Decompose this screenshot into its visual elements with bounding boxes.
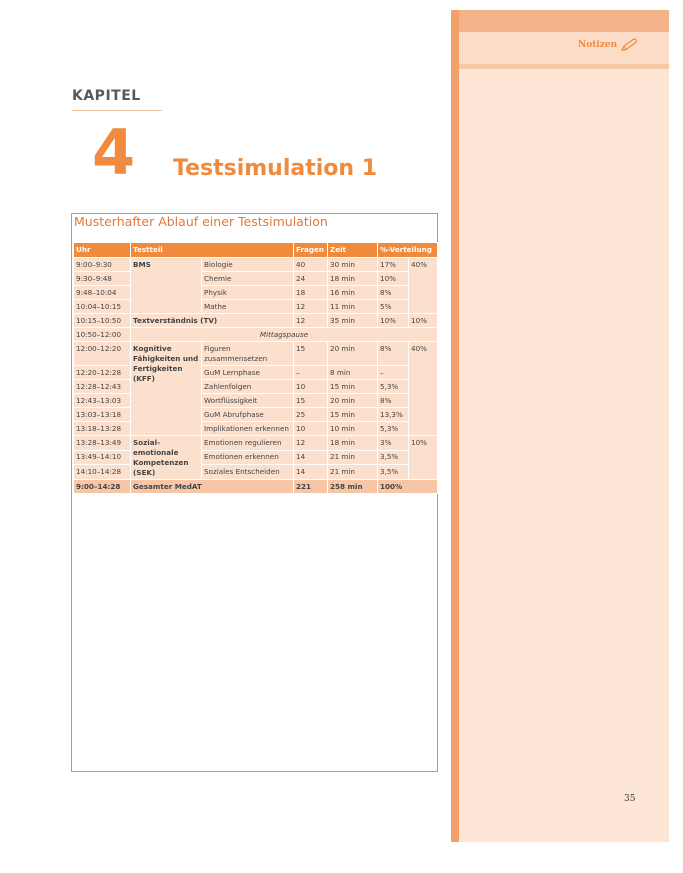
cell-percent: 3,5% (378, 450, 409, 465)
table-row (74, 342, 438, 366)
header-testteil: Testteil (131, 243, 294, 258)
cell-fragen: 40 (294, 258, 328, 272)
cell-zeit: 21 min (328, 450, 378, 465)
cell-uhr: 12:20–12:28 (74, 366, 131, 380)
cell-group-percent: 40% (409, 342, 438, 436)
cell-percent: 10% (378, 272, 409, 286)
cell-fragen: 14 (294, 450, 328, 465)
cell-percent: 3% (378, 436, 409, 451)
table-total-row (74, 480, 438, 494)
table-row (74, 258, 438, 272)
cell-group-percent: 10% (409, 314, 438, 328)
cell-fragen: 10 (294, 422, 328, 436)
cell-zeit: 21 min (328, 465, 378, 480)
cell-percent: 5,3% (378, 422, 409, 436)
cell-subtest: Mathe (202, 300, 294, 314)
cell-subtest: Biologie (202, 258, 294, 272)
header-uhr: Uhr (74, 243, 131, 258)
cell-fragen: 221 (294, 480, 328, 494)
cell-uhr: 13:28–13:49 (74, 436, 131, 451)
cell-zeit: 20 min (328, 342, 378, 366)
cell-testteil: Textverständnis (TV) (131, 314, 294, 328)
table-row (74, 272, 438, 286)
schedule-box (71, 213, 438, 772)
cell-uhr: 10:04–10:15 (74, 300, 131, 314)
cell-zeit: 18 min (328, 272, 378, 286)
chapter-title: Testsimulation 1 (173, 156, 378, 181)
cell-uhr: 9:00–14:28 (74, 480, 131, 494)
table-row (74, 450, 438, 465)
cell-subtest: Implikationen erkennen (202, 422, 294, 436)
cell-uhr: 13:18–13:28 (74, 422, 131, 436)
cell-zeit: 18 min (328, 436, 378, 451)
cell-uhr: 12:28–12:43 (74, 380, 131, 394)
cell-zeit: 11 min (328, 300, 378, 314)
cell-zeit: 8 min (328, 366, 378, 380)
table-row (74, 328, 438, 342)
cell-zeit: 15 min (328, 380, 378, 394)
table-row (74, 366, 438, 380)
cell-testteil: BMS (131, 258, 202, 314)
cell-subtest: Chemie (202, 272, 294, 286)
chapter-number: 4 (92, 116, 136, 189)
cell-fragen: 15 (294, 342, 328, 366)
cell-group-percent: 40% (409, 258, 438, 314)
table-row (74, 380, 438, 394)
cell-zeit: 20 min (328, 394, 378, 408)
cell-percent: 3,5% (378, 465, 409, 480)
table-row (74, 408, 438, 422)
table-header-row (74, 243, 438, 258)
cell-percent: 13,3% (378, 408, 409, 422)
notes-separator (459, 64, 669, 69)
header-zeit: Zeit (328, 243, 378, 258)
header-verteilung: %-Verteilung (378, 243, 438, 258)
cell-percent: 10% (378, 314, 409, 328)
cell-testteil: Kognitive Fähigkeiten und Fertigkeiten (KFF) (131, 342, 202, 436)
cell-zeit: 30 min (328, 258, 378, 272)
cell-percent: 17% (378, 258, 409, 272)
cell-uhr: 13:49–14:10 (74, 450, 131, 465)
cell-total-label: Gesamter MedAT (131, 480, 294, 494)
cell-subtest: GuM Lernphase (202, 366, 294, 380)
table-row (74, 300, 438, 314)
cell-testteil: Sozial-emotionale Kompetenzen (SEK) (131, 436, 202, 480)
cell-fragen: 14 (294, 465, 328, 480)
cell-uhr: 12:00–12:20 (74, 342, 131, 366)
notes-edge (451, 10, 459, 842)
schedule-box-title: Musterhafter Ablauf einer Testsimulation (74, 214, 328, 229)
cell-zeit: 10 min (328, 422, 378, 436)
cell-subtest: Soziales Entscheiden (202, 465, 294, 480)
cell-zeit: 258 min (328, 480, 378, 494)
cell-fragen: 12 (294, 314, 328, 328)
cell-fragen: 15 (294, 394, 328, 408)
cell-uhr: 14:10–14:28 (74, 465, 131, 480)
cell-percent: 8% (378, 342, 409, 366)
cell-uhr: 10:15–10:50 (74, 314, 131, 328)
cell-uhr: 9:00–9:30 (74, 258, 131, 272)
cell-fragen: 18 (294, 286, 328, 300)
cell-fragen: 12 (294, 300, 328, 314)
pencil-icon (620, 38, 638, 52)
cell-subtest: Zahlenfolgen (202, 380, 294, 394)
cell-percent: 8% (378, 286, 409, 300)
cell-uhr: 9:48–10:04 (74, 286, 131, 300)
notes-label: Notizen (578, 40, 618, 50)
cell-zeit: 16 min (328, 286, 378, 300)
table-row (74, 286, 438, 300)
cell-fragen: – (294, 366, 328, 380)
cell-percent: 5,3% (378, 380, 409, 394)
cell-percent: – (378, 366, 409, 380)
cell-zeit: 35 min (328, 314, 378, 328)
cell-uhr: 13:03–13:18 (74, 408, 131, 422)
cell-fragen: 12 (294, 436, 328, 451)
notes-panel (451, 10, 669, 842)
cell-fragen: 10 (294, 380, 328, 394)
cell-zeit: 15 min (328, 408, 378, 422)
cell-subtest: Emotionen erkennen (202, 450, 294, 465)
notes-top-bar (451, 10, 669, 32)
chapter-label: KAPITEL (72, 88, 162, 111)
cell-pause: Mittagspause (131, 328, 438, 342)
cell-subtest: Physik (202, 286, 294, 300)
cell-uhr: 9:30–9:48 (74, 272, 131, 286)
cell-fragen: 25 (294, 408, 328, 422)
cell-uhr: 12:43–13:03 (74, 394, 131, 408)
table-row (74, 465, 438, 480)
cell-subtest: Figuren zusammensetzen (202, 342, 294, 366)
table-row (74, 436, 438, 451)
cell-percent: 5% (378, 300, 409, 314)
cell-subtest: Emotionen regulieren (202, 436, 294, 451)
cell-subtest: GuM Abrufphase (202, 408, 294, 422)
cell-fragen: 24 (294, 272, 328, 286)
table-row (74, 422, 438, 436)
cell-group-percent: 10% (409, 436, 438, 480)
cell-subtest: Wortflüssigkeit (202, 394, 294, 408)
cell-percent: 100% (378, 480, 438, 494)
page-number: 35 (624, 794, 636, 804)
schedule-table (73, 242, 438, 494)
table-row (74, 314, 438, 328)
cell-uhr: 10:50–12:00 (74, 328, 131, 342)
table-row (74, 394, 438, 408)
header-fragen: Fragen (294, 243, 328, 258)
cell-percent: 8% (378, 394, 409, 408)
